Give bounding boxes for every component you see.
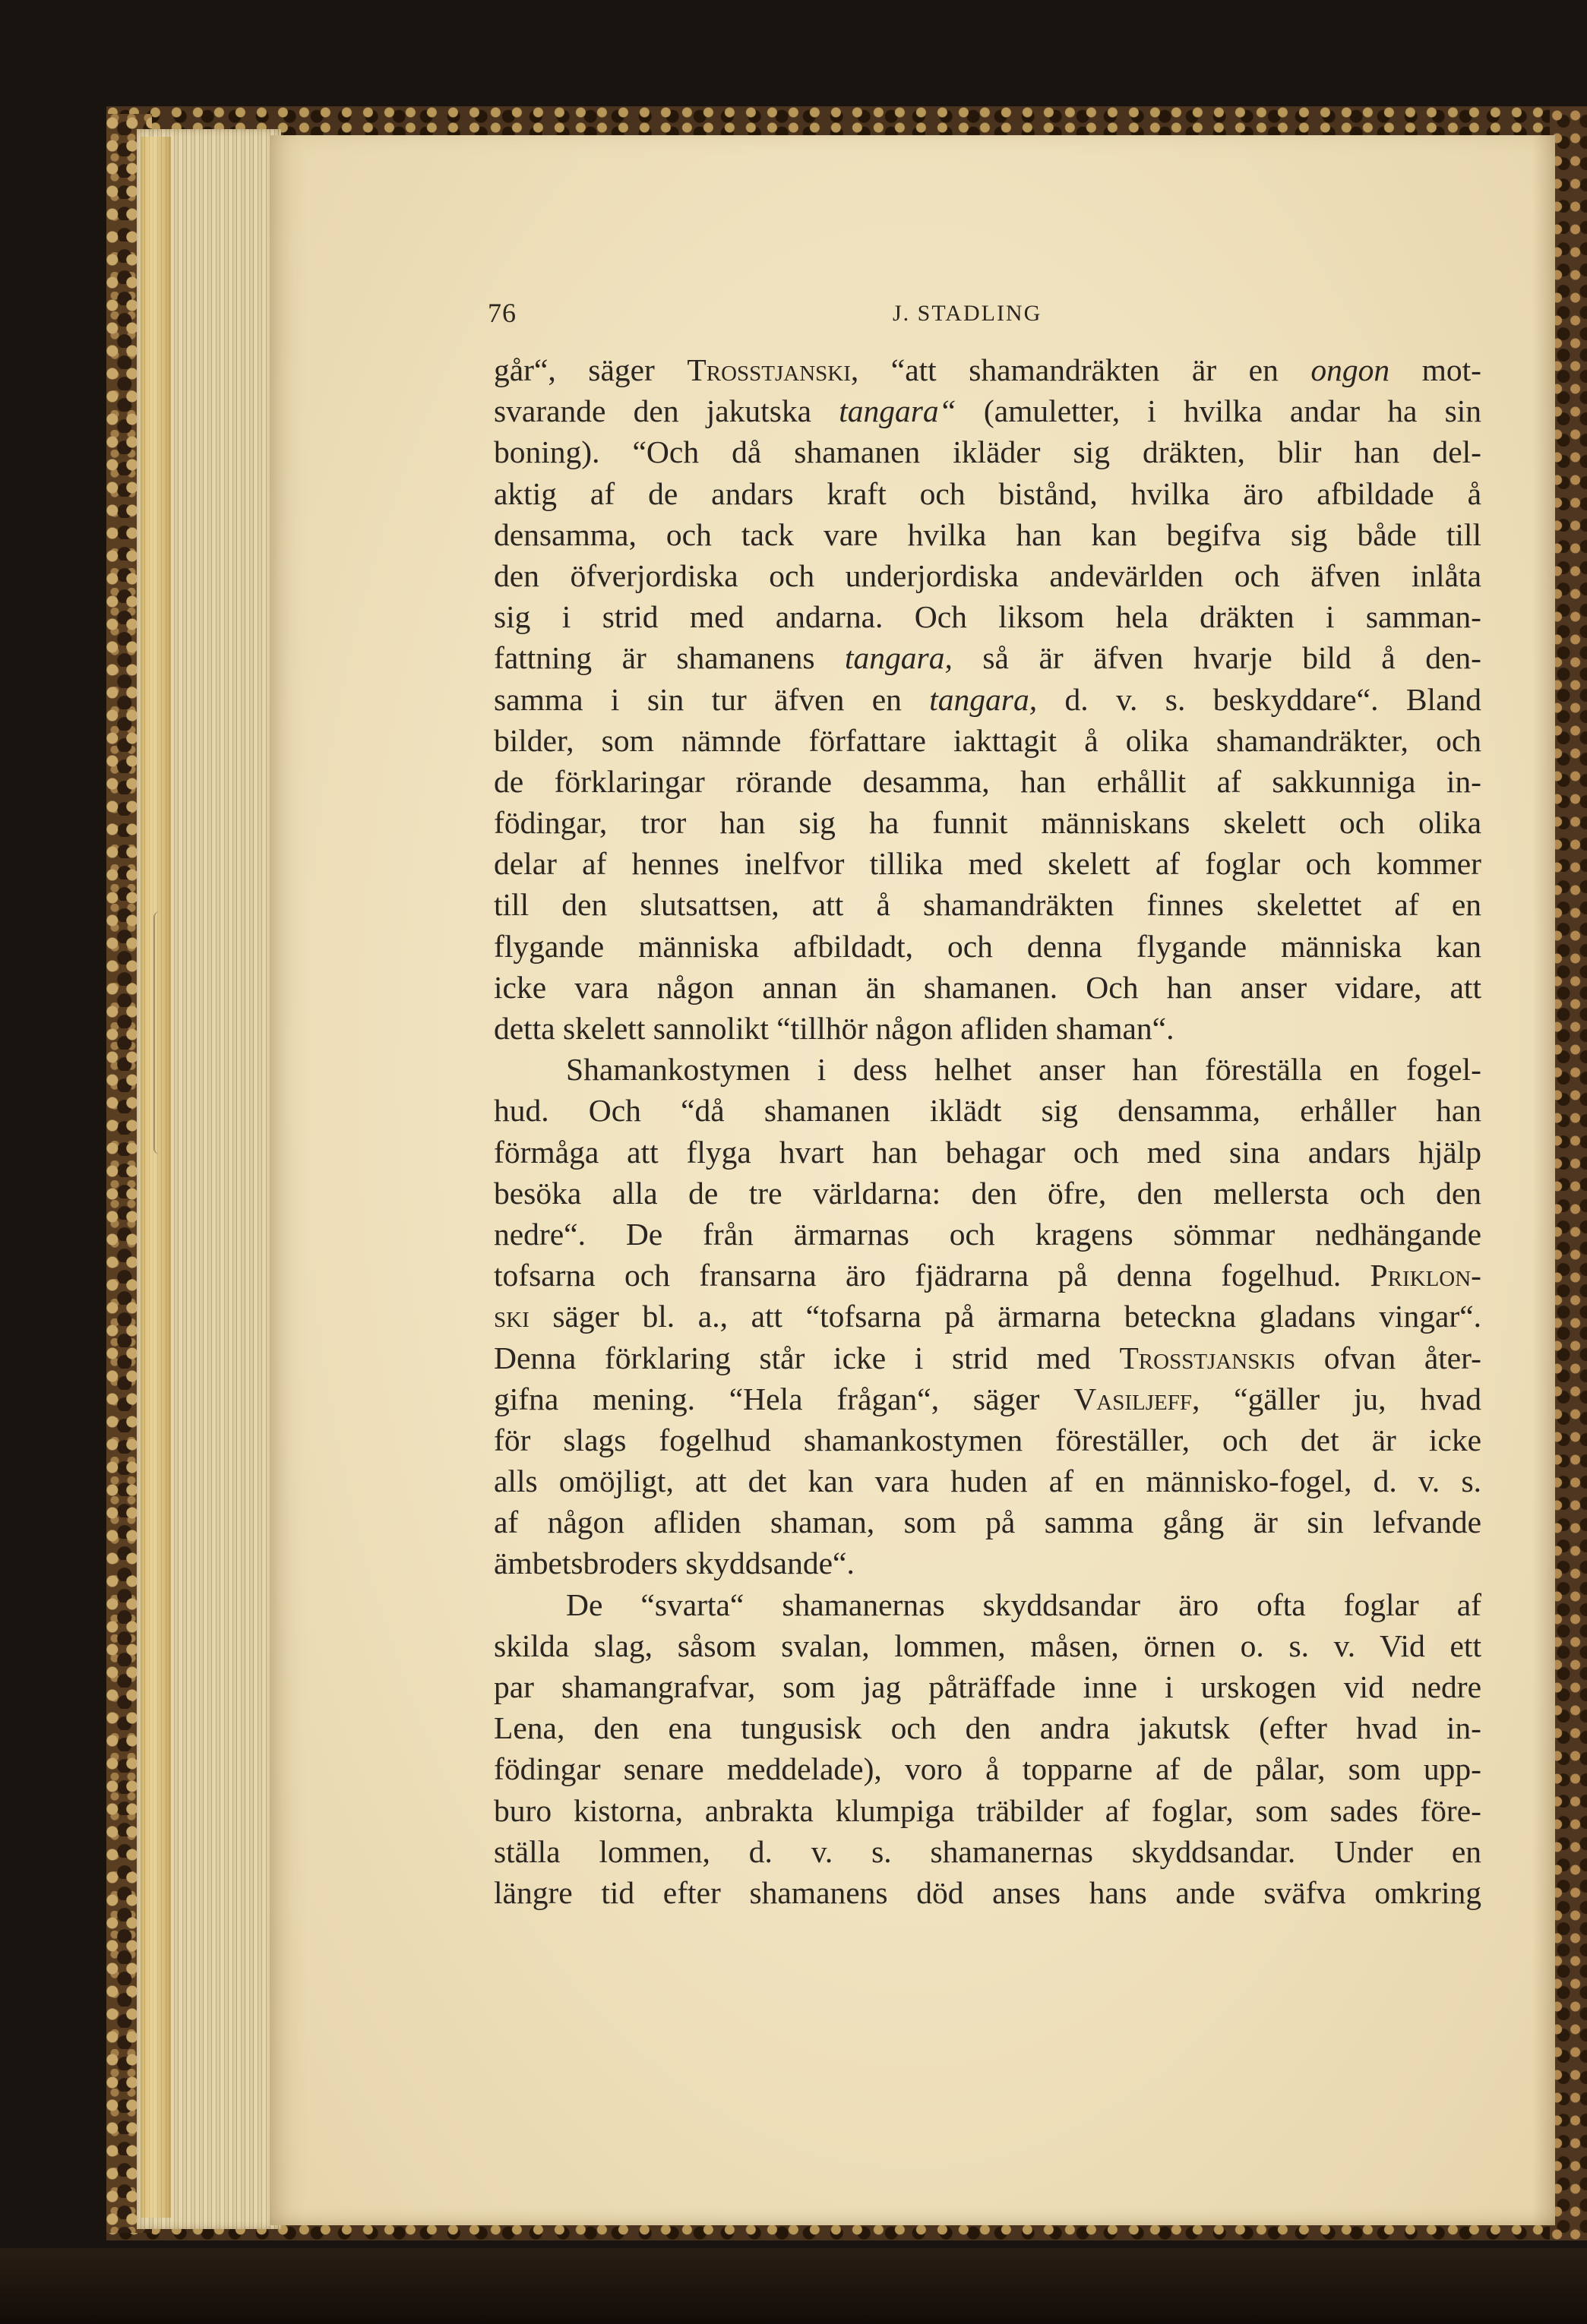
text-run: födingar senare meddelade), voro å topparne af de pålar, som upp- (494, 1751, 1481, 1787)
author-name: ski (494, 1299, 530, 1334)
text-line (494, 843, 1481, 884)
text-line (494, 1132, 1481, 1173)
italic-term: tangara, (845, 640, 953, 676)
body-text (494, 349, 1481, 1913)
text-line (494, 390, 1481, 431)
text-run: , “gäller ju, hvad (1191, 1381, 1482, 1416)
text-run: bilder, som nämnde författare iakttagit å olika shamandräkter, och (494, 722, 1481, 758)
text-line (494, 431, 1481, 472)
text-run: går“, säger (494, 352, 688, 387)
text-line (494, 1748, 1481, 1789)
text-run: nedre“. De från ärmarnas och kragens sömmar nedhängande (494, 1216, 1481, 1252)
text-line (494, 1872, 1481, 1913)
text-line (494, 1790, 1481, 1831)
text-line (494, 555, 1481, 596)
text-line (494, 473, 1481, 514)
text-line (494, 679, 1481, 720)
text-run: delar af hennes inelfvor tillika med skelett af foglar och kommer (494, 846, 1481, 882)
text-line (494, 1625, 1481, 1666)
text-run: fattning är shamanens (494, 640, 846, 676)
text-line (494, 1419, 1481, 1460)
text-line (494, 1255, 1481, 1296)
text-line (494, 1214, 1481, 1255)
text-line (494, 1008, 1481, 1049)
text-run: icke vara någon annan än shamanen. Och han anser vidare, att (494, 969, 1481, 1005)
text-line (494, 1584, 1481, 1625)
text-line (494, 514, 1481, 555)
text-line (494, 884, 1481, 925)
text-run: aktig af de andars kraft och bistånd, hvilka äro afbildade å (494, 475, 1481, 511)
text-run: detta skelett sannolikt “tillhör någon afliden shaman“. (494, 1011, 1174, 1046)
text-run: födingar, tror han sig ha funnit människans skelett och olika (494, 805, 1481, 841)
text-line (494, 1666, 1481, 1707)
text-run: Lena, den ena tungusisk och den andra jakutsk (efter hvad in- (494, 1710, 1481, 1746)
italic-term: ongon (1310, 352, 1390, 387)
text-line (494, 1296, 1481, 1337)
text-line (494, 349, 1481, 390)
text-run: ställa lommen, d. v. s. shamanernas skyddsandar. Under en (494, 1833, 1481, 1869)
cover-top-edge (106, 106, 1587, 137)
text-run: De “svarta“ shamanernas skyddsandar äro ofta foglar af (566, 1587, 1481, 1622)
text-run: boning). “Och då shamanen ikläder sig dräkten, blir han del- (494, 434, 1481, 470)
text-line (494, 761, 1481, 802)
text-line (494, 1501, 1481, 1542)
author-name: Trosstjanskis (1119, 1340, 1296, 1375)
text-line (494, 802, 1481, 843)
text-run: sig i strid med andarna. Och liksom hela dräkten i samman- (494, 599, 1481, 635)
gilt-page-edge (141, 137, 171, 2218)
running-head: J. STADLING (893, 301, 1042, 326)
book-page (270, 135, 1555, 2225)
text-line (494, 1378, 1481, 1419)
text-run: ofvan åter- (1295, 1340, 1481, 1375)
text-line (494, 1460, 1481, 1501)
text-line (494, 720, 1481, 761)
text-run: par shamangrafvar, som jag påträffade inne i urskogen vid nedre (494, 1669, 1481, 1704)
text-run: den öfverjordiska och underjordiska andevärlden och äfven inlåta (494, 557, 1481, 593)
text-run: buro kistorna, anbrakta klumpiga träbilder af foglar, som sades före- (494, 1792, 1481, 1828)
text-run: förmåga att flyga hvart han behagar och med sina andars hjälp (494, 1134, 1481, 1170)
text-run: skilda slag, såsom svalan, lommen, måsen, örnen o. s. v. Vid ett (494, 1628, 1481, 1663)
text-line (494, 637, 1481, 678)
text-run: säger bl. a., att “tofsarna på ärmarna beteckna gladans vingar“. (529, 1299, 1481, 1334)
text-run: Denna förklaring står icke i strid med (494, 1340, 1120, 1375)
pencil-margin-mark (153, 911, 160, 1154)
cover-right-edge (1550, 106, 1587, 2240)
page-number: 76 (488, 298, 517, 328)
text-run: Shamankostymen i dess helhet anser han föreställa en fogel- (566, 1052, 1481, 1088)
text-run: så är äfven hvarje bild å den- (952, 640, 1481, 676)
text-run: ämbetsbroders skyddsande“. (494, 1546, 855, 1581)
author-name: Vasiljeff (1073, 1381, 1192, 1416)
text-line (494, 1049, 1481, 1090)
page-gutter-shadow (1532, 135, 1555, 2225)
text-run: svarande den jakutska (494, 393, 839, 429)
text-run: samma i sin tur äfven en (494, 681, 930, 717)
italic-term: tangara“ (839, 393, 956, 429)
text-run: (amuletter, i hvilka andar ha sin (956, 393, 1481, 429)
text-run: gifna mening. “Hela frågan“, säger (494, 1381, 1074, 1416)
text-run: tofsarna och fransarna äro fjädrarna på denna fogelhud. (494, 1258, 1370, 1293)
text-line (494, 596, 1481, 637)
text-run: hud. Och “då shamanen iklädt sig densamma, erhåller han (494, 1093, 1481, 1129)
text-line (494, 1542, 1481, 1584)
text-run: d. v. s. beskyddare“. Bland (1037, 681, 1481, 717)
text-line (494, 926, 1481, 967)
text-line (494, 1337, 1481, 1378)
text-run: mot- (1389, 352, 1481, 387)
text-line (494, 1707, 1481, 1748)
text-run: besöka alla de tre världarna: den öfre, den mellersta och den (494, 1175, 1481, 1211)
text-run: de förklaringar rörande desamma, han erhållit af sakkunniga in- (494, 763, 1481, 799)
scan-background (0, 2248, 1587, 2324)
text-run: , “att shamandräkten är en (850, 352, 1311, 387)
italic-term: tangara, (929, 681, 1038, 717)
text-line (494, 1090, 1481, 1131)
author-name: Priklon- (1370, 1258, 1481, 1293)
text-run: längre tid efter shamanens död anses hans ande sväfva omkring (494, 1874, 1481, 1910)
text-run: densamma, och tack vare hvilka han kan begifva sig både till (494, 516, 1481, 552)
text-run: af någon afliden shaman, som på samma gång är sin lefvande (494, 1505, 1481, 1540)
text-run: alls omöjligt, att det kan vara huden af en människo-fogel, d. v. s. (494, 1464, 1481, 1499)
text-run: för slags fogelhud shamankostymen föreställer, och det är icke (494, 1422, 1481, 1457)
author-name: Trosstjanski (687, 352, 851, 387)
text-line (494, 967, 1481, 1008)
text-run: flygande människa afbildadt, och denna flygande människa kan (494, 928, 1481, 964)
text-line (494, 1173, 1481, 1214)
text-run: till den slutsattsen, att å shamandräkten finnes skelettet af en (494, 887, 1481, 923)
text-line (494, 1831, 1481, 1872)
